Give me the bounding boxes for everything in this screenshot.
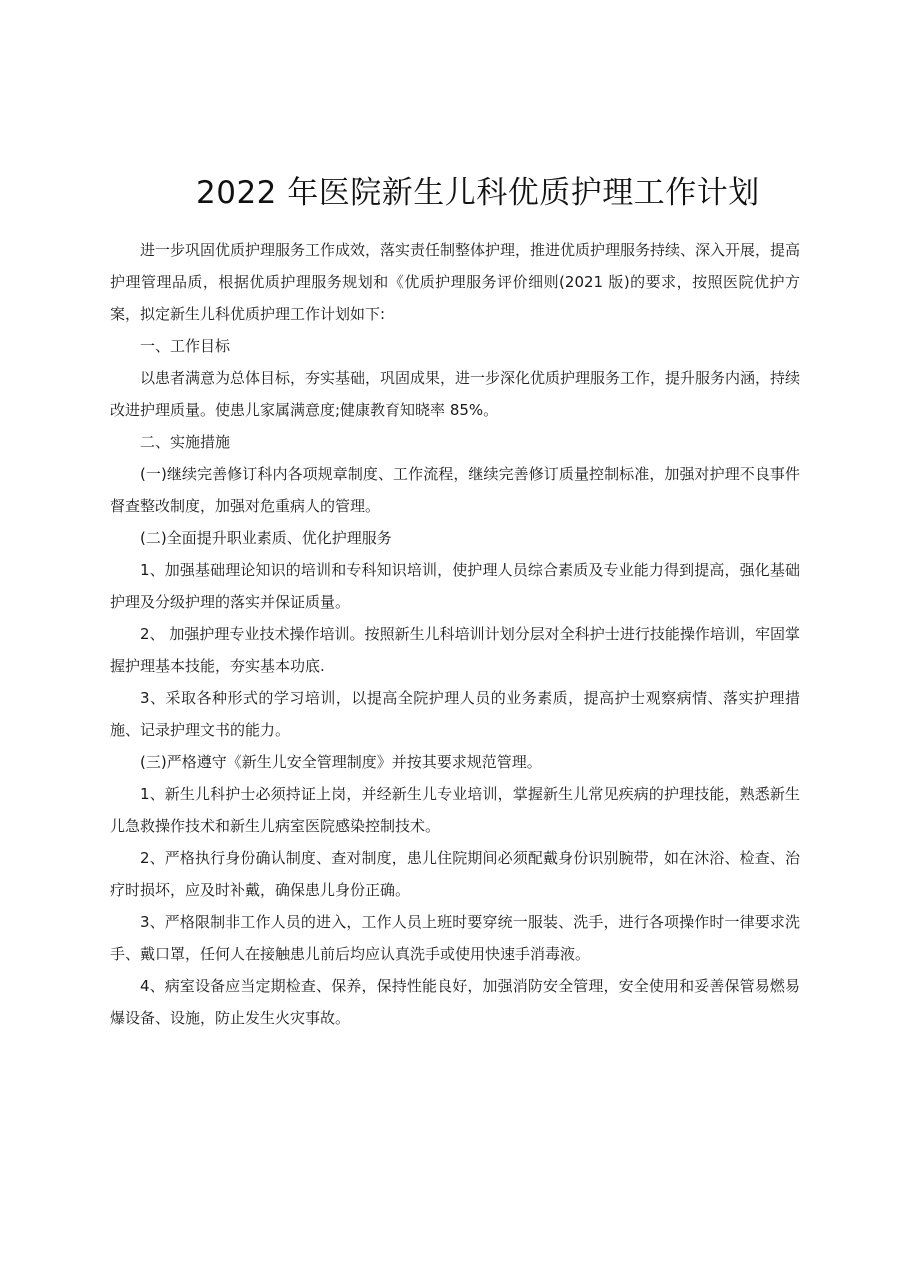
paragraph-goals: 以患者满意为总体目标，夯实基础，巩固成果，进一步深化优质护理服务工作，提升服务内涵，持续改进护理质量。使患儿家属满意度;健康教育知晓率 85%。	[110, 369, 801, 419]
paragraph-training-1: 1、加强基础理论知识的培训和专科知识培训，使护理人员综合素质及专业能力得到提高，强化基础护理及分级护理的落实并保证质量。	[110, 561, 800, 611]
paragraph-training-3: 3、采取各种形式的学习培训，以提高全院护理人员的业务素质，提高护士观察病情、落实护理措施、记录护理文书的能力。	[110, 689, 800, 739]
paragraph-measure-1: (一)继续完善修订科内各项规章制度、工作流程，继续完善修订质量控制标准，加强对护理不良事件督查整改制度，加强对危重病人的管理。	[110, 465, 800, 515]
heading-work-goals: 一、工作目标	[140, 337, 231, 355]
document-body	[110, 234, 800, 1034]
paragraph-safety-1: 1、新生儿科护士必须持证上岗，并经新生儿专业培训，掌握新生儿常见疾病的护理技能，熟悉新生儿急救操作技术和新生儿病室医院感染控制技术。	[110, 785, 800, 835]
heading-measures: 二、实施措施	[140, 433, 231, 451]
subheading-measure-2: (二)全面提升职业素质、优化护理服务	[140, 529, 392, 547]
paragraph-safety-2: 2、严格执行身份确认制度、查对制度，患儿住院期间必须配戴身份识别腕带，如在沐浴、检查、治疗时损坏，应及时补戴，确保患儿身份正确。	[110, 849, 800, 899]
paragraph-training-2: 2、 加强护理专业技术操作培训。按照新生儿科培训计划分层对全科护士进行技能操作培训，牢固掌握护理基本技能，夯实基本功底.	[110, 625, 800, 675]
paragraph-intro: 进一步巩固优质护理服务工作成效，落实责任制整体护理，推进优质护理服务持续、深入开展，提高护理管理品质，根据优质护理服务规划和《优质护理服务评价细则(2021 版)的要求，按照医院优护方案，拟定新生儿科优质护理工作计划如下:	[110, 241, 801, 323]
paragraph-safety-3: 3、严格限制非工作人员的进入，工作人员上班时要穿统一服装、洗手，进行各项操作时一律要求洗手、戴口罩，任何人在接触患儿前后均应认真洗手或使用快速手消毒液。	[110, 913, 800, 963]
subheading-measure-3: (三)严格遵守《新生儿安全管理制度》并按其要求规范管理。	[140, 753, 542, 771]
document-title: 2022 年医院新生儿科优质护理工作计划	[196, 175, 760, 211]
paragraph-safety-4: 4、病室设备应当定期检查、保养，保持性能良好，加强消防安全管理，安全使用和妥善保管易燃易爆设备、设施，防止发生火灾事故。	[110, 977, 800, 1027]
